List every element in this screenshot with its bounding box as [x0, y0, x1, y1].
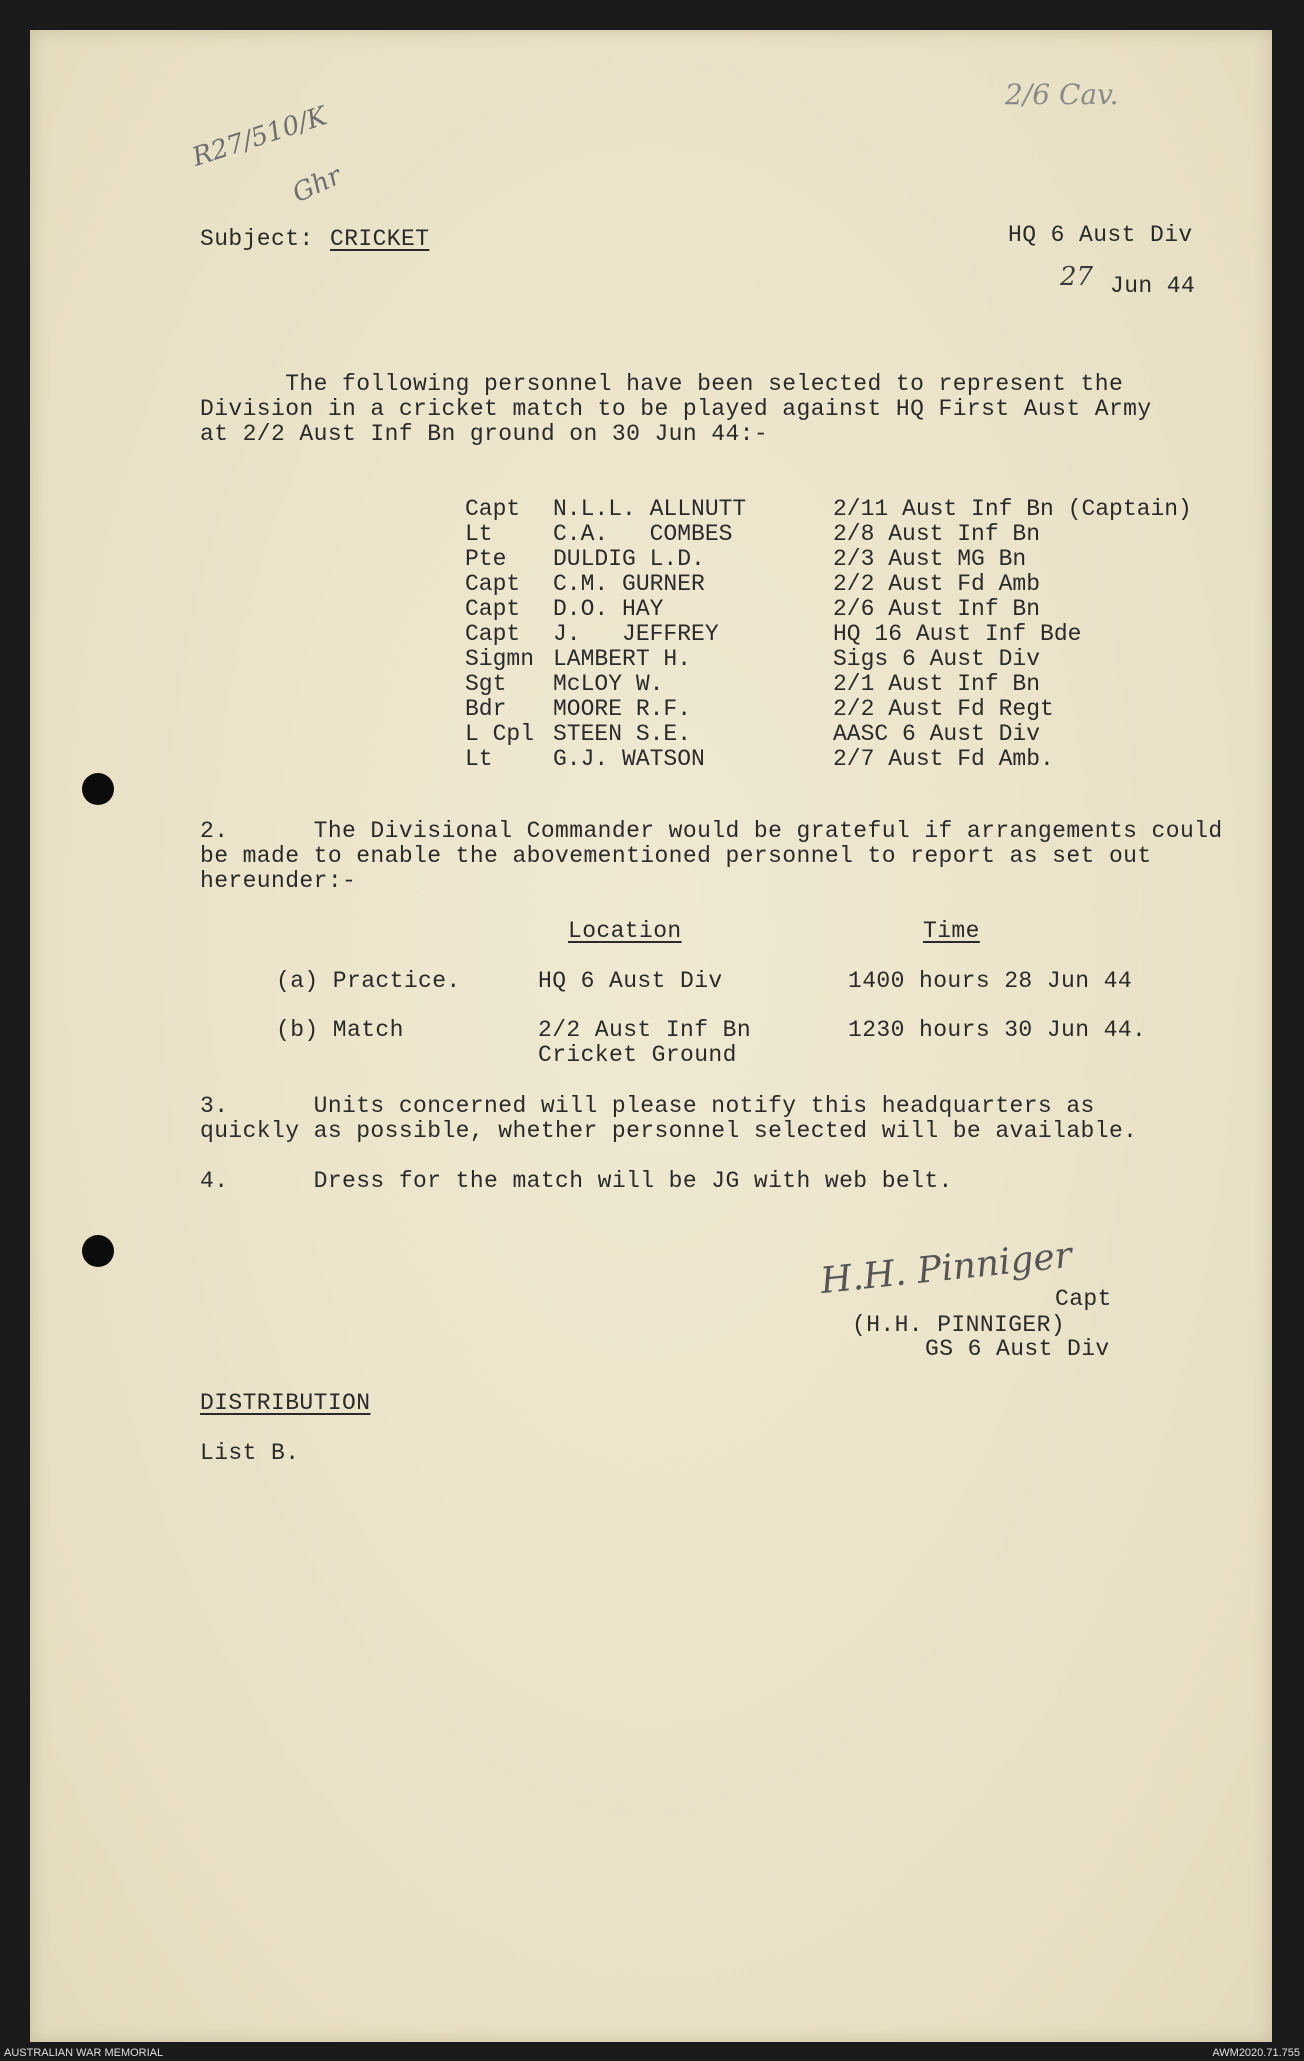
schedule-time-a: 1400 hours 28 Jun 44	[848, 968, 1133, 994]
team-rank: Pte	[465, 546, 507, 572]
team-row	[465, 521, 1041, 547]
team-name: N.L.L. ALLNUTT	[553, 496, 747, 522]
team-name: D.O. HAY	[553, 596, 664, 622]
team-name: MOORE R.F.	[553, 696, 692, 722]
para2-line-1: 2. The Divisional Commander would be grateful if arrangements could	[200, 818, 1223, 844]
team-rank: L Cpl	[465, 721, 535, 747]
signature-scrawl: H.H. Pinniger	[818, 1234, 1074, 1303]
team-name: LAMBERT H.	[553, 646, 692, 672]
team-unit: AASC 6 Aust Div	[833, 721, 1041, 747]
team-name: STEEN S.E.	[553, 721, 692, 747]
team-unit: 2/7 Aust Fd Amb.	[833, 746, 1054, 772]
team-rank: Capt	[465, 496, 521, 522]
schedule-time-b: 1230 hours 30 Jun 44.	[848, 1017, 1147, 1043]
document-page	[30, 30, 1272, 2042]
team-row	[465, 571, 1041, 597]
team-rank: Lt	[465, 746, 493, 772]
handwritten-top-right: 2/6 Cav.	[1005, 78, 1119, 111]
team-name: J. JEFFREY	[553, 621, 719, 647]
signature-rank: Capt	[1055, 1286, 1112, 1312]
team-unit: 2/11 Aust Inf Bn (Captain)	[833, 496, 1192, 522]
footer-right: AWM2020.71.755	[1212, 2047, 1300, 2059]
team-name: C.A. COMBES	[553, 521, 733, 547]
footer-left: AUSTRALIAN WAR MEMORIAL	[4, 2047, 164, 2059]
schedule-location-a: HQ 6 Aust Div	[538, 968, 723, 994]
para3-line-2: quickly as possible, whether personnel selected will be available.	[200, 1118, 1138, 1144]
team-unit: HQ 16 Aust Inf Bde	[833, 621, 1082, 647]
team-unit: Sigs 6 Aust Div	[833, 646, 1041, 672]
team-rank: Bdr	[465, 696, 507, 722]
distribution-value: List B.	[200, 1440, 300, 1466]
handwritten-initial: Ghr	[288, 160, 346, 210]
team-unit: 2/3 Aust MG Bn	[833, 546, 1027, 572]
signature-name: (H.H. PINNIGER)	[852, 1312, 1066, 1338]
subject-label: Subject:	[200, 226, 314, 252]
punch-hole-bottom	[82, 1235, 114, 1267]
team-rank: Capt	[465, 596, 521, 622]
distribution-heading: DISTRIBUTION	[200, 1390, 371, 1416]
schedule-label-a: (a) Practice.	[276, 968, 461, 994]
team-rank: Capt	[465, 621, 521, 647]
team-row	[465, 671, 1041, 697]
date-handwritten: 27	[1060, 262, 1094, 292]
team-row	[465, 596, 1041, 622]
team-unit: 2/2 Aust Fd Amb	[833, 571, 1041, 597]
team-name: C.M. GURNER	[553, 571, 705, 597]
team-unit: 2/2 Aust Fd Regt	[833, 696, 1054, 722]
schedule-location-header: Location	[568, 918, 682, 944]
schedule-location-b-line2: Cricket Ground	[538, 1042, 737, 1068]
team-name: G.J. WATSON	[553, 746, 705, 772]
schedule-time-header: Time	[923, 918, 980, 944]
team-name: McLOY W.	[553, 671, 664, 697]
team-row	[465, 546, 1027, 572]
date-typed: Jun 44	[1110, 273, 1196, 299]
team-rank: Lt	[465, 521, 493, 547]
team-row	[465, 646, 1041, 672]
team-row	[465, 746, 1054, 772]
team-unit: 2/1 Aust Inf Bn	[833, 671, 1041, 697]
team-unit: 2/8 Aust Inf Bn	[833, 521, 1041, 547]
para3-line-1: 3. Units concerned will please notify this headquarters as	[200, 1093, 1095, 1119]
schedule-location-b: 2/2 Aust Inf Bn	[538, 1017, 752, 1043]
schedule-label-b: (b) Match	[276, 1017, 404, 1043]
para4: 4. Dress for the match will be JG with web belt.	[200, 1168, 953, 1194]
intro-line-2: Division in a cricket match to be played against HQ First Aust Army	[200, 396, 1152, 422]
intro-line-1: The following personnel have been selected to represent the	[200, 371, 1124, 397]
team-unit: 2/6 Aust Inf Bn	[833, 596, 1041, 622]
handwritten-file-ref: R27/510/K	[188, 101, 331, 173]
issuing-unit: HQ 6 Aust Div	[1008, 222, 1193, 248]
subject-value: CRICKET	[330, 226, 430, 252]
intro-line-3: at 2/2 Aust Inf Bn ground on 30 Jun 44:-	[200, 421, 769, 447]
team-rank: Sigmn	[465, 646, 535, 672]
signature-position: GS 6 Aust Div	[925, 1336, 1110, 1362]
team-row	[465, 621, 1082, 647]
team-name: DULDIG L.D.	[553, 546, 705, 572]
para2-line-2: be made to enable the abovementioned personnel to report as set out	[200, 843, 1152, 869]
team-row	[465, 696, 1054, 722]
team-row	[465, 721, 1041, 747]
punch-hole-top	[82, 773, 114, 805]
team-rank: Sgt	[465, 671, 507, 697]
team-row	[465, 496, 1192, 522]
team-rank: Capt	[465, 571, 521, 597]
para2-line-3: hereunder:-	[200, 868, 357, 894]
